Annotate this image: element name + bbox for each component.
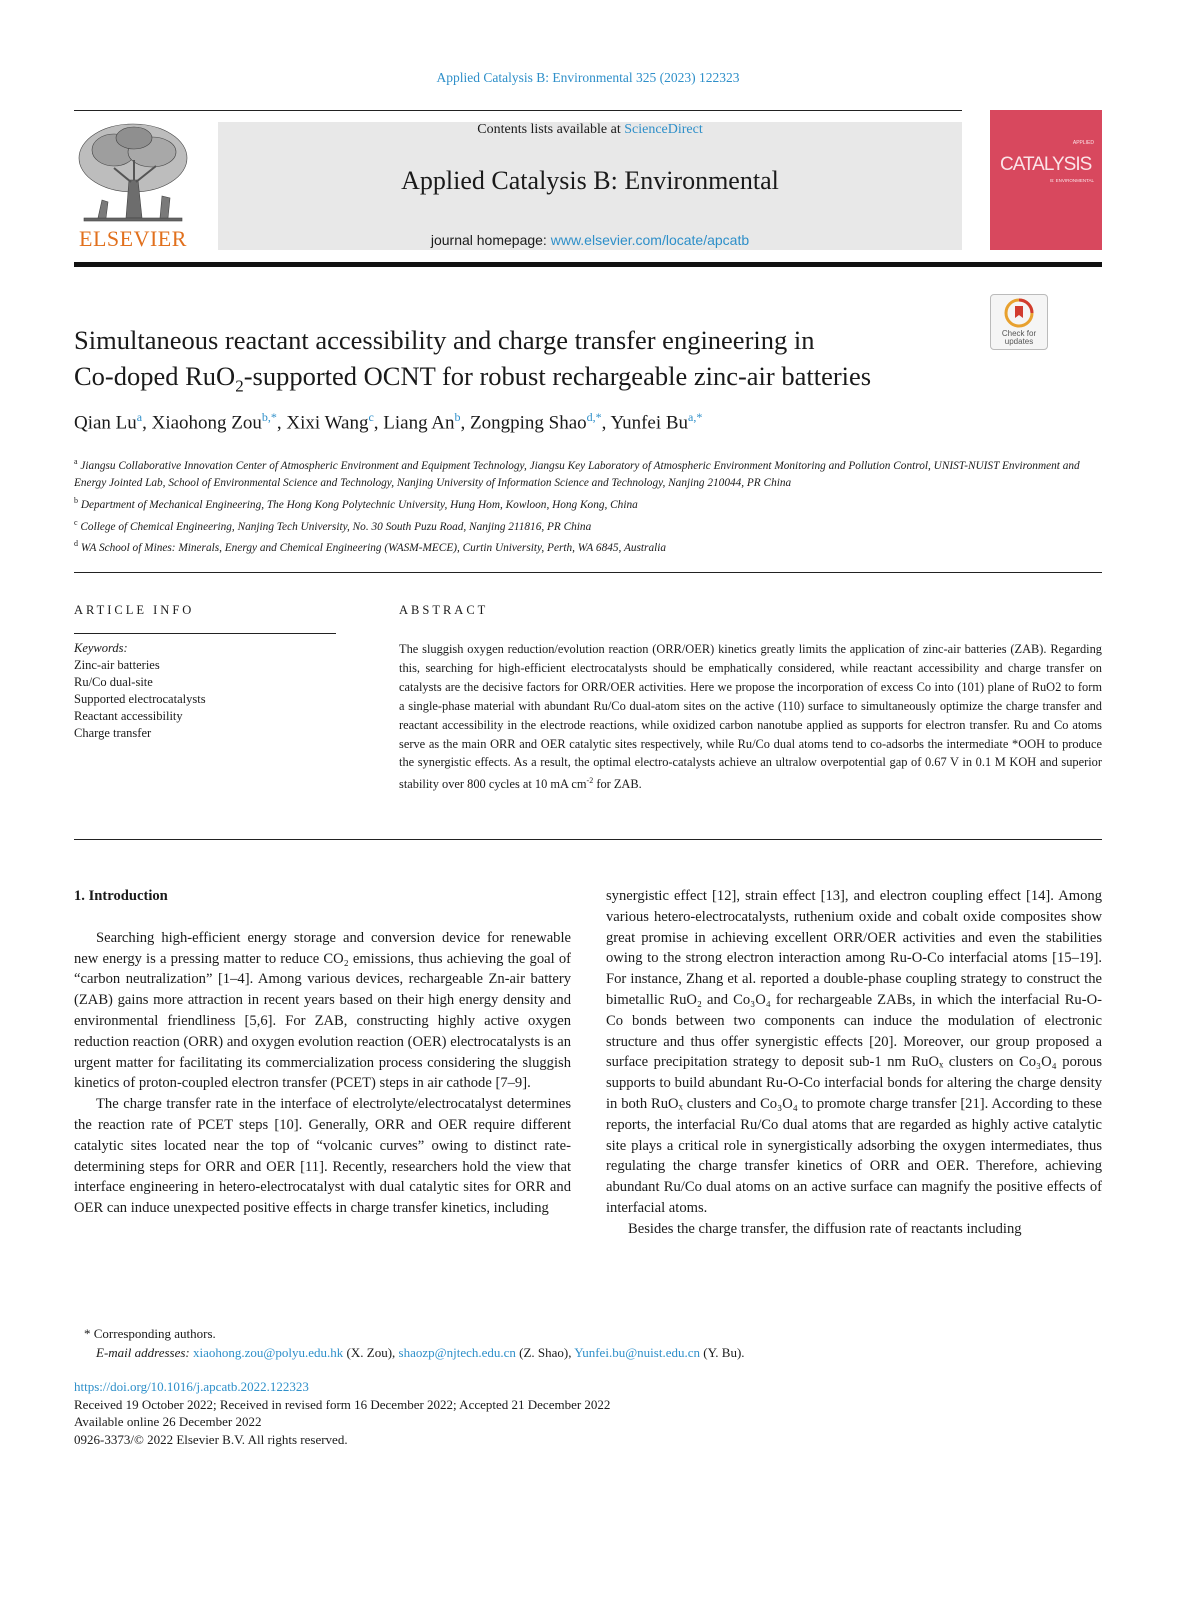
author-name: Qian Lu	[74, 412, 137, 434]
abstract-text: The sluggish oxygen reduction/evolution reaction (ORR/OER) kinetics greatly limits the application of zinc-air batteries (ZAB). Regarding this, searching for high-efficient electrocatalysts should be emphatically considered, while reactant accessibility and charge transfer on catalysts are the decisive factors for ORR/OER activities. Here we propose the incorporation of excess Co into (101) plane of RuO2 to form a single-phase material with abundant Ru/Co dual-atom sites on the active (110) surface to simultaneously optimize the charge transfer and reactant accessibility in the electrode reactions, while oxidized carbon nanotube applied as supports for electron transfer. Ru and Co atoms serve as the main ORR and OER catalytic sites respectively, while Ru/Co dual atoms tend to co-adsorbs the intermediate *OOH to produce the synergistic effects. As a result, the optimal electro-catalysts achieve an ultralow overpotential gap of 0.67 V in 0.1 M KOH and superior stability over 800 cycles at 10 mA $cm^{-2}$ for ZAB.	[399, 642, 1102, 792]
email-link[interactable]: shaozp@njtech.edu.cn	[398, 1345, 516, 1360]
keyword: Reactant accessibility	[74, 709, 183, 723]
keyword: Charge transfer	[74, 726, 152, 740]
available-online: Available online 26 December 2022	[74, 1414, 262, 1429]
journal-title: Applied Catalysis B: Environmental	[401, 166, 779, 195]
journal-masthead	[218, 122, 962, 250]
article-info-rule	[74, 633, 336, 634]
publication-info	[74, 1378, 1104, 1448]
section-heading: 1. Introduction	[74, 888, 168, 904]
received-dates: Received 19 October 2022; Received in revised form 16 December 2022; Accepted 21 December 2022	[74, 1396, 611, 1412]
footnote	[74, 1324, 1104, 1362]
author-affil-link[interactable]: a	[136, 410, 143, 424]
abstract-bottom-rule	[74, 839, 1102, 840]
author-name: Yunfei Bu	[610, 412, 689, 434]
copyright: 0926-3373/© 2022 Elsevier B.V. All rights reserved.	[74, 1431, 348, 1447]
author-affil-link[interactable]: c	[368, 410, 374, 424]
elsevier-logo[interactable]	[74, 120, 192, 252]
body-right-column	[606, 886, 1102, 1240]
author-name: Liang An	[383, 412, 455, 434]
email-addresses: E-mail addresses: xiaohong.zou@polyu.edu.hk (X. Zou), shaozp@njtech.edu.cn (Z. Shao), Yunfei.bu@nuist.edu.cn (Y. Bu).	[96, 1345, 745, 1360]
journal-homepage: journal homepage: www.elsevier.com/locate/apcatb	[430, 232, 750, 248]
affiliation: $^a$ Jiangsu Collaborative Innovation Center of Atmospheric Environment and Equipment Technology, Jiangsu Key Laboratory of Atmospheric Environment Monitoring and Pollution Control, UNIST-NUIST Environment and Energy Jointed Lab, School of Environmental Science and Technology, Nanjing University of Information Science and Technology, Nanjing 210044, PR China	[74, 457, 1080, 489]
check-updates-icon	[1004, 298, 1034, 328]
affiliation: $^d$ WA School of Mines: Minerals, Energy and Chemical Engineering (WASM-MECE), Curtin University, Perth, WA 6845, Australia	[74, 539, 667, 555]
affiliation: $^c$ College of Chemical Engineering, Nanjing Tech University, No. 30 South Puzu Road, Nanjing 211816, PR China	[74, 517, 592, 533]
author-list: Qian Lu$^a$, Xiaohong Zou$^{b,*}$, Xixi Wang$^c$, Liang An$^b$, Zongping Shao$^{d,*}$, Yunfei $Bu^{a,*}$	[74, 410, 703, 434]
cover-title: CATALYSIS	[1000, 154, 1092, 175]
journal-reference[interactable]: Applied Catalysis B: Environmental 325 (2023) 122323	[436, 70, 740, 85]
author-affil-link[interactable]: b,*	[261, 410, 277, 424]
corresponding-note: * Corresponding authors.	[84, 1326, 216, 1341]
keyword: Zinc-air batteries	[74, 658, 160, 672]
keywords	[74, 640, 336, 742]
affiliations	[74, 453, 1104, 557]
email-link[interactable]: xiaohong.zou@polyu.edu.hk	[193, 1345, 344, 1360]
sciencedirect-link[interactable]: ScienceDirect	[624, 122, 703, 137]
author-name: Xiaohong Zou	[151, 412, 262, 434]
keywords-label: Keywords:	[74, 641, 128, 655]
author-affil-link[interactable]: b	[454, 410, 461, 424]
elsevier-tree-icon	[74, 120, 192, 224]
masthead-thick-rule	[74, 262, 1102, 267]
check-for-updates-button[interactable]	[990, 294, 1048, 350]
check-updates-label: Check for updates	[1001, 329, 1037, 346]
body-paragraph: The charge transfer rate in the interface of electrolyte/electrocatalyst determines the reaction rate of PCET steps [10]. Generally, ORR and OER require different catalytic sites located near the top of “volcanic curves” owing to distinct rate-determining steps for ORR and OER [11]. Recently, researchers hold the view that interface engineering in hetero-electrocatalyst with dual catalytic sites for ORR and OER can induce unexpected positive effects in charge transfer kinetics, including	[74, 1096, 571, 1217]
author-name: Zongping Shao	[470, 412, 587, 434]
keyword: Supported electrocatalysts	[74, 692, 206, 706]
body-left-column	[74, 886, 571, 1219]
email-link[interactable]: Yunfei.bu@nuist.edu.cn	[574, 1345, 700, 1360]
body-paragraph: Besides the charge transfer, the diffusion rate of reactants including	[628, 1220, 1022, 1237]
author-name: Xixi Wang	[286, 412, 369, 434]
article-title: Simultaneous reactant accessibility and charge transfer engineering in Co-doped RuO$_2$-supported OCNT for robust rechargeable zinc-air batteries	[74, 325, 872, 396]
header-rule	[74, 110, 962, 111]
cover-subtitle: B: ENVIRONMENTAL	[1050, 178, 1094, 183]
cover-applied-text: APPLIED	[1072, 140, 1094, 146]
doi-link[interactable]: https://doi.org/10.1016/j.apcatb.2022.122323	[74, 1379, 309, 1394]
info-top-rule	[74, 572, 1102, 573]
journal-homepage-link[interactable]: www.elsevier.com/locate/apcatb	[550, 232, 750, 248]
contents-available: Contents lists available at ScienceDirect	[477, 122, 703, 137]
affiliation: $^b$ Department of Mechanical Engineering, The Hong Kong Polytechnic University, Hung Hom, Kowloon, Hong Kong, China	[74, 495, 638, 511]
elsevier-wordmark: ELSEVIER	[79, 226, 187, 251]
abstract-heading: ABSTRACT	[399, 603, 489, 617]
body-paragraph: Searching high-efficient energy storage and conversion device for renewable new energy is a pressing matter to reduce CO₂ emissions, thus achieving the goal of “carbon neutralization” [1–4]. Among various devices, rechargeable Zn-air battery (ZAB) gains more attraction in recent years based on their high energy density and environmental friendliness [5,6]. For ZAB, constructing highly active oxygen reduction reaction (ORR) and oxygen evolution reaction (OER) electrocatalysts is an urgent matter for facilitating its commercialization process considering the sluggish kinetics of proton-coupled electron transfer (PCET) steps in air cathode [7–9].	[74, 929, 571, 1092]
author-affil-link[interactable]: d,*	[586, 410, 602, 424]
author-affil-link[interactable]: a,*	[688, 410, 703, 424]
body-paragraph: synergistic effect [12], strain effect [13], and electron coupling effect [14]. Among various hetero-electrocatalysts, ruthenium oxide and cobalt oxide composites show great promise in achieving excellent ORR/OER activities and even the stabilities owing to the strong electron interaction among Ru-O-Co interfacial atoms [15–19]. For instance, Zhang et al. reported a double-phase coupling strategy to construct the bimetallic RuO₂ and Co₃O₄ for rechargeable ZABs, in which the interfacial Ru-O-Co bonds between two components can induce the modulation of electronic structure and thus offer synergistic effects [20]. Moreover, our group proposed a surface precipitation strategy to deposit sub-1 nm RuOₓ clusters on Co₃O₄ porous supports to build abundant Ru-O-Co interfacial bonds for altering the charge density in both RuOₓ clusters and Co₃O₄ to promote charge transfer [21]. According to these reports, the interfacial Ru/Co dual atoms that are regarded as highly active catalytic site plays a critical role in synergistically adsorbing the oxygen intermediates, thus regulating the charge transfer kinetics of ORR and OER. Therefore, achieving abundant Ru/Co dual atoms on an active surface can magnify the positive effects of interfacial atoms.	[606, 888, 1102, 1216]
journal-cover-thumbnail[interactable]	[990, 110, 1102, 250]
article-info-heading: ARTICLE INFO	[74, 603, 195, 617]
keyword: Ru/Co dual-site	[74, 675, 153, 689]
